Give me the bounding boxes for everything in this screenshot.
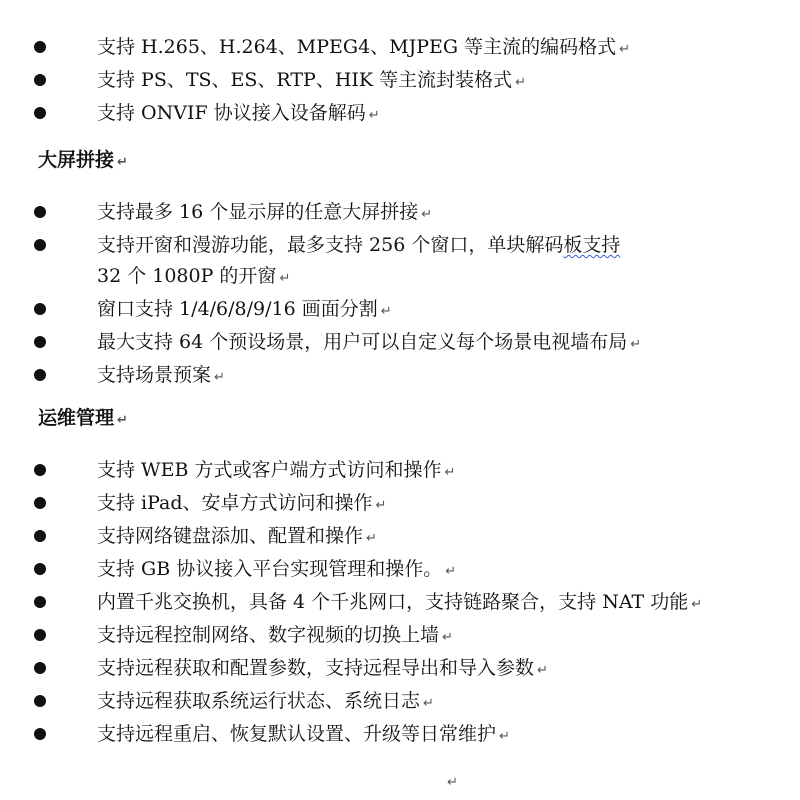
bullet-icon [34, 74, 46, 86]
list-item-text: 支持网络键盘添加、配置和操作 [97, 525, 364, 547]
section-heading-ops [0, 403, 128, 436]
bullet-icon [34, 206, 46, 218]
list-item [0, 65, 737, 98]
paragraph-mark-icon: ↵ [423, 696, 434, 711]
bullet-icon [34, 303, 46, 315]
paragraph-mark-icon: ↵ [279, 271, 291, 286]
list-item [0, 488, 737, 521]
bullet-icon [34, 596, 46, 608]
list-item-text: 支持 iPad、安卓方式访问和操作 [97, 492, 373, 514]
list-item-text: 支持 GB 协议接入平台实现管理和操作。 [97, 558, 443, 580]
list-item-text: 支持场景预案 [97, 364, 212, 386]
bullet-icon [34, 107, 46, 119]
list-item-text: 支持 H.265、H.264、MPEG4、MJPEG 等主流的编码格式 [97, 36, 617, 58]
list-item-text: 支持 PS、TS、ES、RTP、HIK 等主流封装格式 [97, 69, 513, 91]
paragraph-mark-icon: ↵ [619, 42, 631, 57]
ops-feature-list [0, 455, 737, 752]
list-item-text: 支持远程控制网络、数字视频的切换上墙 [97, 624, 440, 646]
paragraph-mark-icon: ↵ [691, 597, 703, 612]
paragraph-mark-icon: ↵ [214, 370, 225, 385]
paragraph-mark-icon: ↵ [442, 630, 453, 645]
list-item-text-continued: 32 个 1080P 的开窗 [97, 265, 277, 287]
bullet-icon [34, 530, 46, 542]
section-heading-text: 运维管理 [38, 407, 115, 429]
list-item-text: 支持开窗和漫游功能，最多支持 256 个窗口，单块解码 [97, 234, 564, 256]
bullet-icon [34, 629, 46, 641]
list-item [0, 554, 737, 587]
bigscreen-feature-list [0, 197, 737, 393]
section-heading-bigscreen [0, 145, 128, 178]
paragraph-mark-icon: ↵ [117, 413, 128, 428]
paragraph-mark-icon: ↵ [375, 498, 387, 513]
bullet-icon [34, 464, 46, 476]
paragraph-mark-icon: ↵ [444, 465, 456, 480]
list-item [0, 686, 737, 719]
bullet-icon [34, 728, 46, 740]
list-item [0, 719, 737, 752]
bullet-icon [34, 662, 46, 674]
paragraph-mark-icon: ↵ [515, 75, 527, 90]
paragraph-mark-icon: ↵ [366, 531, 377, 546]
list-item [0, 32, 737, 65]
list-item-text: 支持远程获取和配置参数，支持远程导出和导入参数 [97, 657, 535, 679]
paragraph-mark-icon: ↵ [368, 108, 380, 123]
list-item-text: 最大支持 64 个预设场景，用户可以自定义每个场景电视墙布局 [97, 331, 628, 353]
list-item [0, 327, 737, 360]
list-item [0, 98, 737, 131]
bullet-icon [34, 336, 46, 348]
bullet-icon [34, 563, 46, 575]
list-item-text: 支持 WEB 方式或客户端方式访问和操作 [97, 459, 442, 481]
bullet-icon [34, 41, 46, 53]
bullet-icon [34, 695, 46, 707]
list-item [0, 294, 737, 327]
bullet-icon [34, 497, 46, 509]
spellcheck-underlined-text: 板支持 [563, 234, 621, 256]
paragraph-mark-icon: ↵ [380, 304, 392, 319]
paragraph-mark-icon: ↵ [537, 663, 548, 678]
list-item [0, 521, 737, 554]
list-item [0, 360, 737, 393]
list-item [0, 653, 737, 686]
list-item-text: 支持远程重启、恢复默认设置、升级等日常维护 [97, 723, 497, 745]
list-item-text: 内置千兆交换机，具备 4 个千兆网口，支持链路聚合，支持 NAT 功能 [97, 591, 689, 613]
list-item-text: 支持远程获取系统运行状态、系统日志 [97, 690, 421, 712]
paragraph-mark-icon: ↵ [421, 207, 433, 222]
list-item-text: 窗口支持 1/4/6/8/9/16 画面分割 [97, 298, 378, 320]
bullet-icon [34, 369, 46, 381]
section-heading-text: 大屏拼接 [38, 149, 115, 171]
list-item [0, 620, 737, 653]
list-item-text: 支持最多 16 个显示屏的任意大屏拼接 [97, 201, 419, 223]
codec-feature-list [0, 32, 737, 131]
list-item [0, 587, 737, 620]
paragraph-mark-icon: ↵ [445, 564, 457, 579]
list-item-text: 支持 ONVIF 协议接入设备解码 [97, 102, 366, 124]
paragraph-mark-icon: ↵ [499, 729, 510, 744]
list-item [0, 230, 737, 294]
bullet-icon [34, 239, 46, 251]
list-item [0, 455, 737, 488]
paragraph-mark-icon: ↵ [117, 155, 128, 170]
paragraph-mark-icon: ↵ [447, 775, 458, 790]
list-item [0, 197, 737, 230]
paragraph-mark-icon: ↵ [630, 337, 642, 352]
